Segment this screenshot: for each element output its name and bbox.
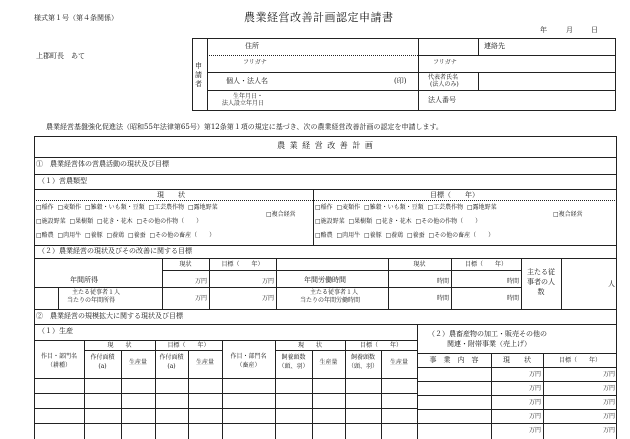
type-wheat[interactable]: □麦類作	[57, 204, 82, 211]
goal-type-vegetable[interactable]: □露地野菜	[467, 204, 497, 211]
type-vegetable[interactable]: □露地野菜	[188, 204, 218, 211]
annual-hours-label: 年間労働時間	[304, 276, 346, 284]
furigana-label: フリガナ	[243, 59, 267, 66]
sales-current-unit-1: 万円	[528, 371, 541, 378]
crop-output-current: 生産量	[128, 359, 147, 366]
type-other-livestock[interactable]: □その他の畜産（ ）	[149, 232, 216, 239]
plan-title: 農 業 経 営 改 善 計 画	[277, 141, 374, 150]
type-silk[interactable]: □養蚕	[128, 232, 146, 239]
main-hours-goal-unit: 時間	[506, 295, 519, 302]
type-dairy[interactable]: □酪農	[36, 232, 54, 239]
sales-goal-unit-3: 万円	[602, 399, 615, 406]
crop-goal-header: 目標（ 年）	[167, 342, 210, 349]
page-title: 農業経営改善計画認定申請書	[244, 11, 394, 24]
workers-label-2: 事者の人	[527, 278, 555, 286]
livestock-name-header-2: （畜産）	[236, 362, 261, 369]
goal-type-poultry[interactable]: □養鶏	[385, 232, 404, 239]
type-grain[interactable]: □雑穀・いも類・豆類	[85, 204, 145, 211]
goal-type-pig[interactable]: □養豚	[364, 232, 382, 239]
main-hours-label: 主たる従事者１人	[310, 289, 359, 296]
name-label: 個人・法人名	[226, 77, 268, 85]
date-day: 日	[591, 26, 598, 34]
rep-name-note: (法人のみ)	[430, 81, 459, 88]
sub2-heading: （２）農業経営の現状及びその改善に関する目標	[38, 247, 192, 255]
income-goal-header: 目標（ 年）	[221, 261, 264, 268]
livestock-heads-current: 飼養頭数	[281, 354, 306, 361]
type-industrial[interactable]: □工芸農作物	[148, 204, 185, 211]
livestock-output-current: 生産量	[319, 359, 338, 366]
sub1-heading: （１）営農類型	[38, 177, 87, 185]
birth-label-2: 法人設立年月日	[222, 100, 265, 107]
type-fruit[interactable]: □果樹類	[69, 218, 94, 225]
type-other-crop[interactable]: □その他の作物（ ）	[136, 218, 203, 225]
annual-income-label: 年間所得	[70, 276, 98, 284]
sales-goal-unit-1: 万円	[602, 371, 615, 378]
type-row3-left	[36, 233, 215, 239]
goal-type-wheat[interactable]: □麦類作	[336, 204, 361, 211]
production-heading: （１）生産	[38, 327, 73, 335]
hours-current-unit: 時間	[436, 278, 449, 285]
main-hours-label-2: 当たりの年間労働時間	[300, 297, 361, 304]
address-label: 住所	[245, 42, 259, 50]
workers-label-3: 数	[537, 288, 545, 296]
type-mixed-right[interactable]: □複合経営	[553, 211, 583, 218]
sales-goal-unit-4: 万円	[602, 413, 615, 420]
current-label: 現 状	[157, 191, 185, 199]
type-row2-left	[36, 219, 202, 225]
main-income-current-unit: 万円	[194, 295, 207, 302]
goal-type-industrial[interactable]: □工芸農作物	[427, 204, 464, 211]
livestock-heads-goal: 飼養頭数	[350, 354, 375, 361]
sales-current-unit-5: 万円	[528, 427, 541, 434]
addressee: 上郡町長 あて	[36, 52, 85, 60]
crop-name-header: 作目・部門名	[40, 353, 77, 360]
type-poultry[interactable]: □養鶏	[106, 232, 125, 239]
sales-goal-unit-5: 万円	[602, 427, 615, 434]
contact-label: 連絡先	[484, 42, 505, 50]
business-goal-header: 目標（ 年）	[558, 357, 601, 364]
applicant-side-label: 申請者	[195, 62, 202, 88]
processing-heading-2: 関連・附帯事業（売上げ）	[447, 340, 531, 348]
goal-type-dairy[interactable]: □酪農	[315, 232, 333, 239]
type-beef[interactable]: □肉用牛	[57, 232, 82, 239]
type-flower[interactable]: □花き・花木	[97, 218, 133, 225]
crop-current-header: 現 状	[107, 342, 132, 349]
goal-type-fruit[interactable]: □果樹類	[348, 218, 373, 225]
business-current-header: 現 状	[503, 356, 531, 364]
birth-label: 生年月日・	[233, 93, 264, 100]
livestock-heads-goal-unit: （頭、羽）	[347, 363, 378, 370]
goal-label: 目標（ 年）	[430, 191, 479, 199]
rep-name-label: 代表者氏名	[428, 74, 459, 81]
type-greenhouse[interactable]: □施設野菜	[36, 218, 66, 225]
corp-number-label: 法人番号	[428, 96, 456, 104]
workers-unit: 人	[608, 280, 615, 288]
type-row1-right	[315, 205, 497, 211]
section1-heading: ① 農業経営体の営農活動の現状及び目標	[36, 160, 169, 168]
section2-heading: ② 農業経営の規模拡大に関する現状及び目標	[36, 312, 183, 320]
processing-heading: （２）農畜産物の加工・販売その他の	[428, 330, 547, 338]
intro-text: 農業経営基盤強化促進法（昭和55年法律第65号）第12条第１項の規定に基づき、次の農業経営改善計画の認定を申請します。	[46, 123, 443, 131]
hours-current-header: 現状	[413, 261, 426, 268]
income-goal-unit: 万円	[261, 278, 274, 285]
goal-type-other-livestock[interactable]: □その他の畜産（ ）	[428, 232, 495, 239]
form-number: 様式第１号（第４条関係）	[34, 14, 118, 22]
goal-type-grain[interactable]: □雑穀・いも類・豆類	[364, 204, 424, 211]
type-mixed-left[interactable]: □複合経営	[266, 211, 296, 218]
type-pig[interactable]: □養豚	[85, 232, 103, 239]
sales-current-unit-3: 万円	[528, 399, 541, 406]
seal-mark: (印)	[394, 77, 407, 85]
type-row2-right	[315, 219, 481, 225]
crop-area-current: 作付面積	[90, 354, 115, 361]
sales-current-unit-4: 万円	[528, 413, 541, 420]
goal-type-flower[interactable]: □花き・花木	[376, 218, 412, 225]
crop-area-current-unit: (a)	[98, 363, 107, 370]
goal-type-rice[interactable]: □稲作	[315, 204, 333, 211]
type-rice[interactable]: □稲作	[36, 204, 54, 211]
main-income-label: 主たる従事者１人	[72, 289, 121, 296]
crop-name-header-2: （耕種）	[46, 362, 71, 369]
sales-current-unit-2: 万円	[528, 385, 541, 392]
hours-goal-header: 目標（ 年）	[464, 261, 507, 268]
type-row1-left	[36, 205, 218, 211]
goal-type-greenhouse[interactable]: □施設野菜	[315, 218, 345, 225]
livestock-current-header: 現 状	[297, 342, 322, 349]
main-income-goal-unit: 万円	[261, 295, 274, 302]
crop-area-goal-unit: (a)	[167, 363, 176, 370]
crop-output-goal: 生産量	[195, 359, 214, 366]
livestock-goal-header: 目標（ 年）	[359, 342, 402, 349]
livestock-output-goal: 生産量	[389, 359, 408, 366]
crop-area-goal: 作付面積	[159, 354, 184, 361]
goal-type-beef[interactable]: □肉用牛	[336, 232, 361, 239]
sales-goal-unit-2: 万円	[602, 385, 615, 392]
type-row3-right	[315, 233, 494, 239]
main-hours-current-unit: 時間	[436, 295, 449, 302]
livestock-name-header: 作目・部門名	[230, 353, 267, 360]
date-year: 年	[540, 26, 547, 34]
date-month: 月	[566, 26, 573, 34]
goal-type-other-crop[interactable]: □その他の作物（ ）	[415, 218, 482, 225]
livestock-heads-current-unit: （頭、羽）	[278, 363, 309, 370]
furigana-label-2: フリガナ	[433, 59, 457, 66]
main-income-label-2: 当たりの年間所得	[67, 297, 116, 304]
goal-type-silk[interactable]: □養蚕	[407, 232, 425, 239]
income-current-unit: 万円	[194, 278, 207, 285]
workers-label: 主たる従	[527, 268, 555, 276]
hours-goal-unit: 時間	[506, 278, 519, 285]
income-current-header: 現状	[179, 261, 192, 268]
business-content-header: 事 業 内 容	[429, 356, 479, 364]
